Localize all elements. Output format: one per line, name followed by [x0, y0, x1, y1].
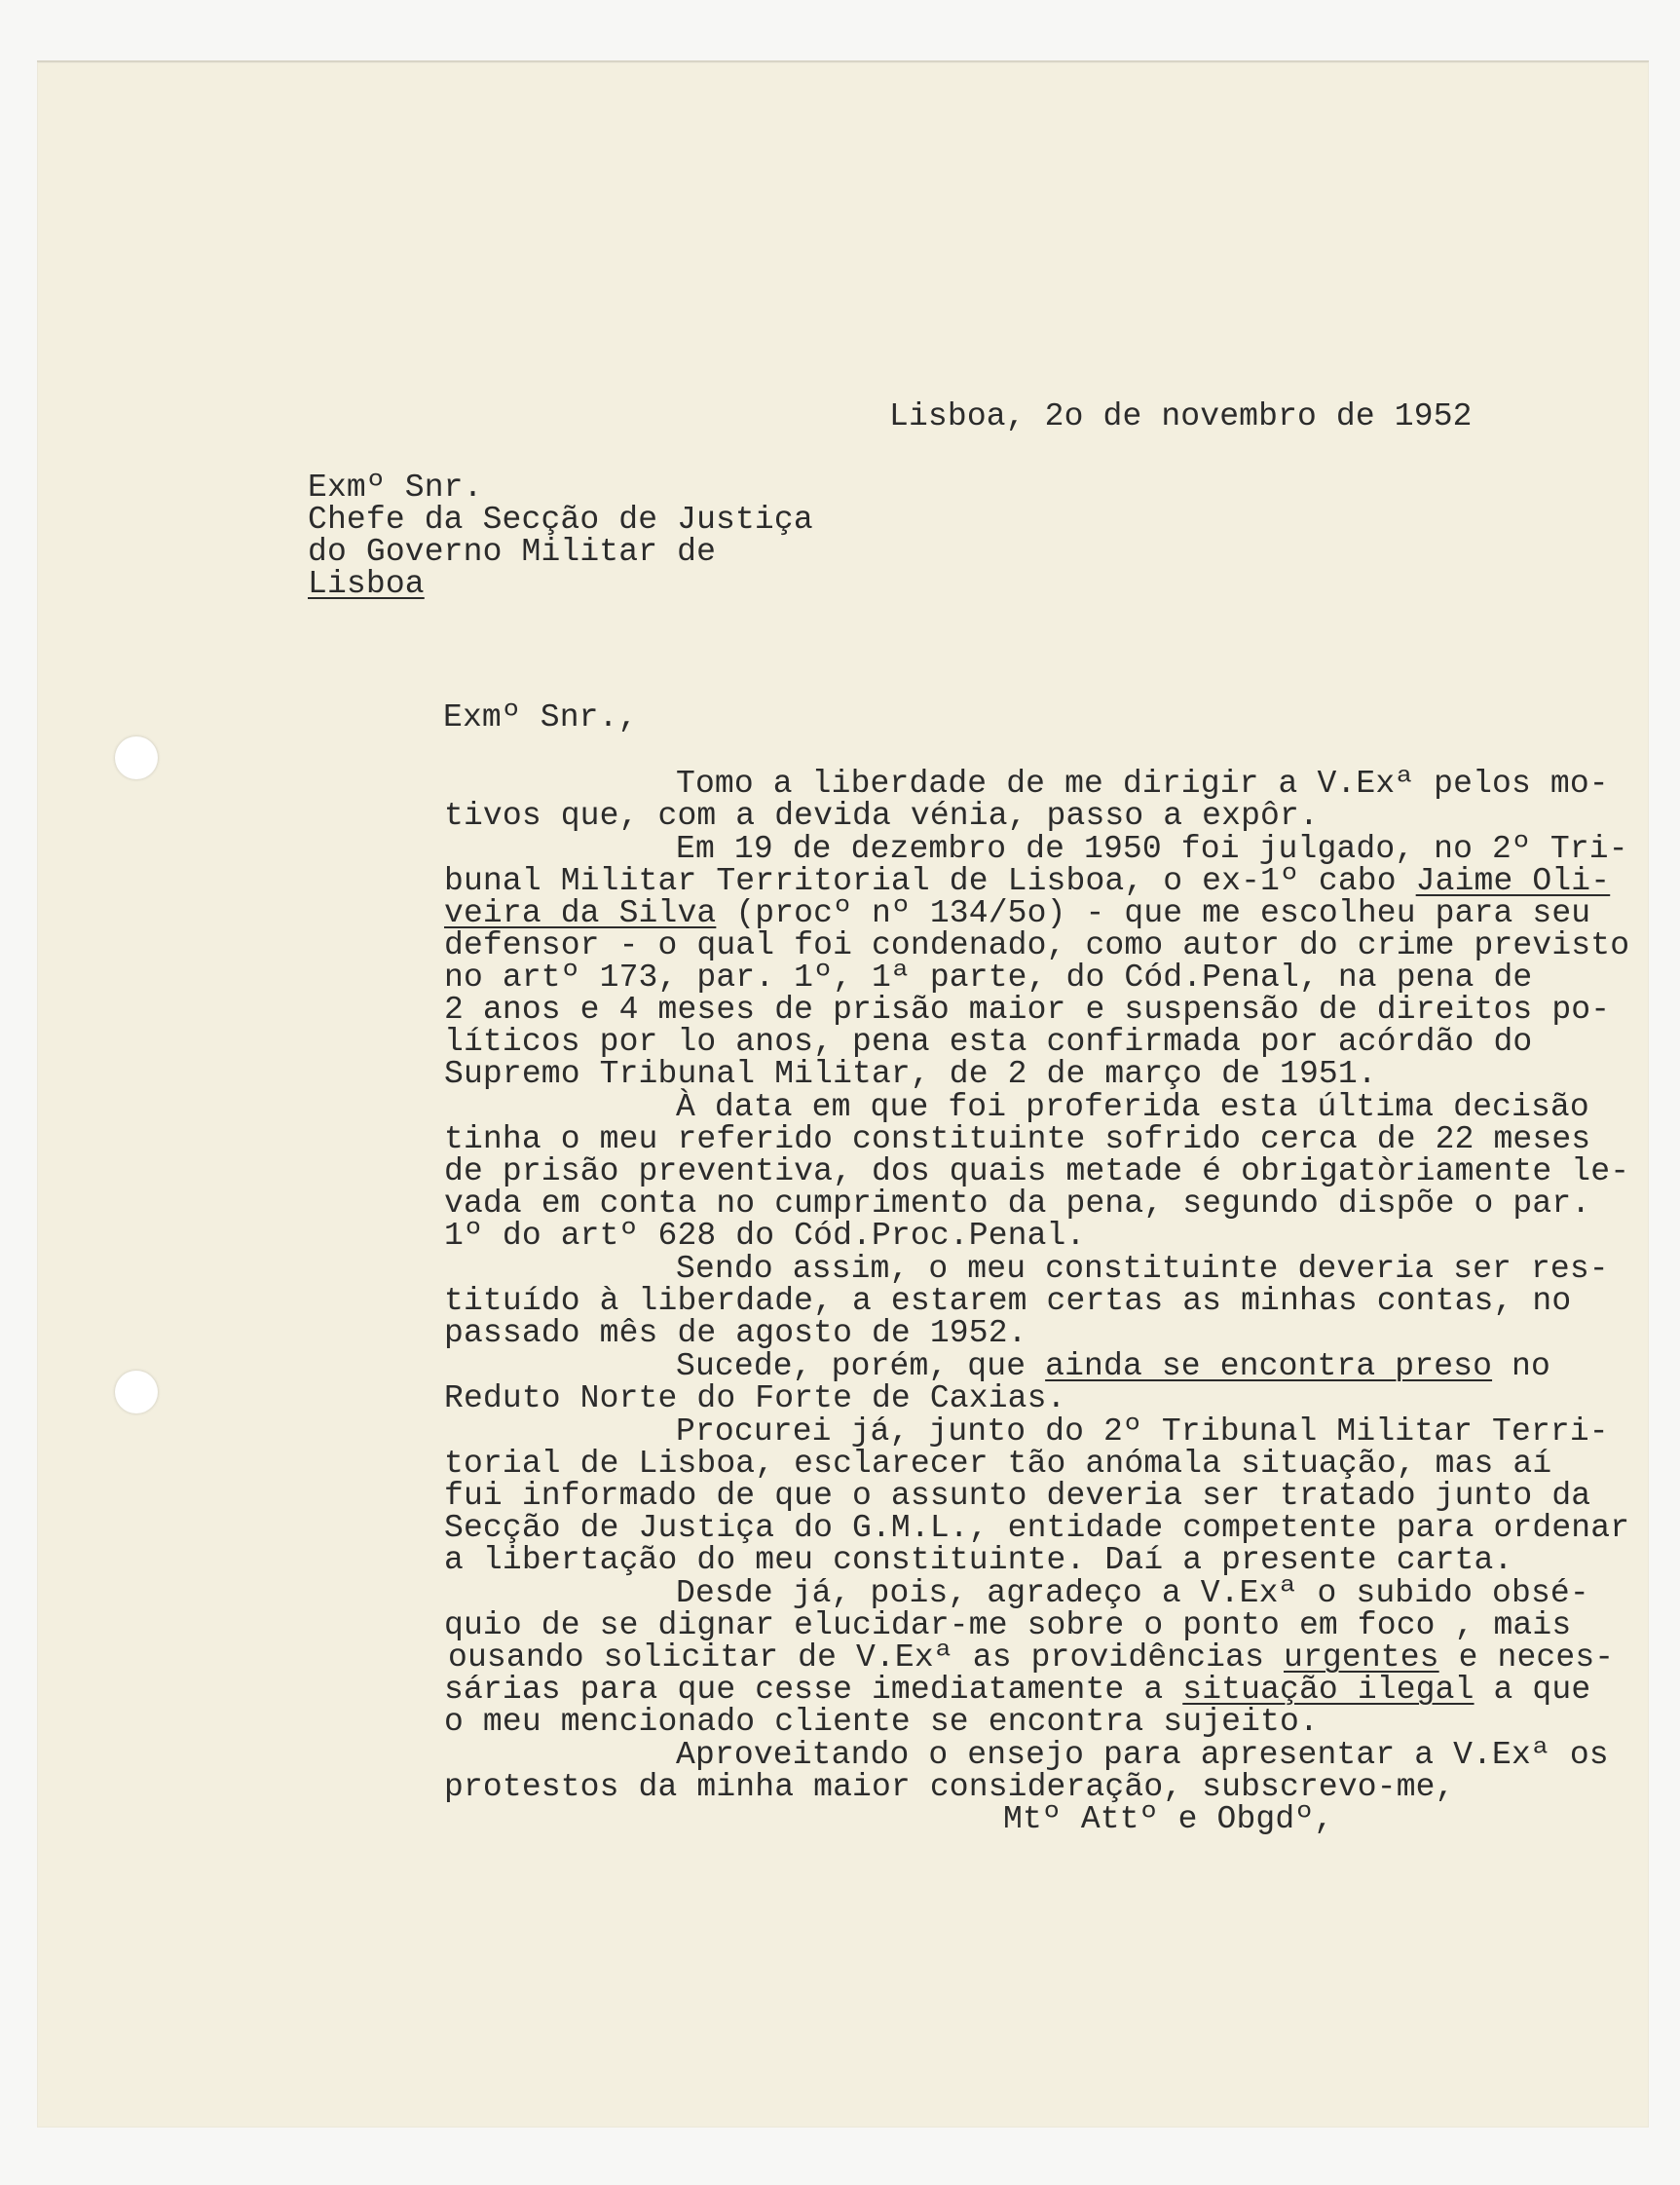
- body-line: Procurei já, junto do 2º Tribunal Militar Terri-: [676, 1413, 1609, 1450]
- body-line: tivos que, com a devida vénia, passo a expôr.: [444, 798, 1319, 834]
- body-line: defensor - o qual foi condenado, como autor do crime previsto: [444, 927, 1630, 963]
- addressee-line-2: Chefe da Secção de Justiça: [308, 502, 813, 538]
- body-line: Sucede, porém, que ainda se encontra preso no: [676, 1348, 1550, 1384]
- body-line: ousando solicitar de V.Exª as providências urgentes e neces-: [448, 1639, 1615, 1676]
- body-line: líticos por lo anos, pena esta confirmada por acórdão do: [444, 1024, 1533, 1060]
- body-line: passado mês de agosto de 1952.: [444, 1315, 1027, 1351]
- body-line: Supremo Tribunal Militar, de 2 de março de 1951.: [444, 1056, 1377, 1092]
- body-line: tituído à liberdade, a estarem certas as minhas contas, no: [444, 1283, 1572, 1319]
- body-line: À data em que foi proferida esta última decisão: [676, 1089, 1589, 1125]
- body-line: 1º do artº 628 do Cód.Proc.Penal.: [444, 1218, 1086, 1254]
- closing: Mtº Attº e Obgdº,: [1003, 1801, 1334, 1837]
- body-line: Aproveitando o ensejo para apresentar a V.Exª os: [676, 1737, 1609, 1773]
- body-line: quio de se dignar elucidar-me sobre o ponto em foco , mais: [444, 1607, 1572, 1643]
- body-line: a libertação do meu constituinte. Daí a presente carta.: [444, 1542, 1513, 1578]
- body-line: Desde já, pois, agradeço a V.Exª o subido obsé-: [676, 1575, 1589, 1611]
- body-line: Em 19 de dezembro de 1950 foi julgado, no 2º Tri-: [676, 831, 1628, 867]
- body-line: bunal Militar Territorial de Lisboa, o ex-1º cabo Jaime Oli-: [444, 863, 1611, 899]
- body-line: 2 anos e 4 meses de prisão maior e suspensão de direitos po-: [444, 992, 1611, 1028]
- body-line: sárias para que cesse imediatamente a situação ilegal a que: [444, 1672, 1591, 1708]
- body-line: Secção de Justiça do G.M.L., entidade competente para ordenar: [444, 1510, 1630, 1546]
- body-line: de prisão preventiva, dos quais metade é obrigatòriamente le-: [444, 1153, 1630, 1189]
- body-line: veira da Silva (procº nº 134/5o) - que me escolheu para seu: [444, 895, 1591, 931]
- addressee-line-1: Exmº Snr.: [308, 470, 483, 506]
- body-line: Tomo a liberdade de me dirigir a V.Exª pelos mo-: [676, 766, 1609, 802]
- salutation: Exmº Snr.,: [443, 699, 638, 735]
- addressee-line-4: Lisboa: [308, 566, 425, 602]
- body-line: Reduto Norte do Forte de Caxias.: [444, 1380, 1066, 1416]
- body-line: torial de Lisboa, esclarecer tão anómala situação, mas aí: [444, 1446, 1552, 1482]
- body-line: no artº 173, par. 1º, 1ª parte, do Cód.Penal, na pena de: [444, 960, 1533, 996]
- letter-date: Lisboa, 2o de novembro de 1952: [889, 398, 1473, 434]
- punch-hole-bottom: [115, 1371, 158, 1413]
- body-line: Sendo assim, o meu constituinte deveria ser res-: [676, 1251, 1609, 1287]
- body-line: o meu mencionado cliente se encontra sujeito.: [444, 1704, 1319, 1740]
- body-line: tinha o meu referido constituinte sofrido cerca de 22 meses: [444, 1121, 1591, 1157]
- body-line: fui informado de que o assunto deveria ser tratado junto da: [444, 1478, 1591, 1514]
- addressee-line-3: do Governo Militar de: [308, 534, 717, 570]
- punch-hole-top: [115, 736, 158, 779]
- body-line: vada em conta no cumprimento da pena, segundo dispõe o par.: [444, 1186, 1591, 1222]
- body-line: protestos da minha maior consideração, subscrevo-me,: [444, 1769, 1455, 1805]
